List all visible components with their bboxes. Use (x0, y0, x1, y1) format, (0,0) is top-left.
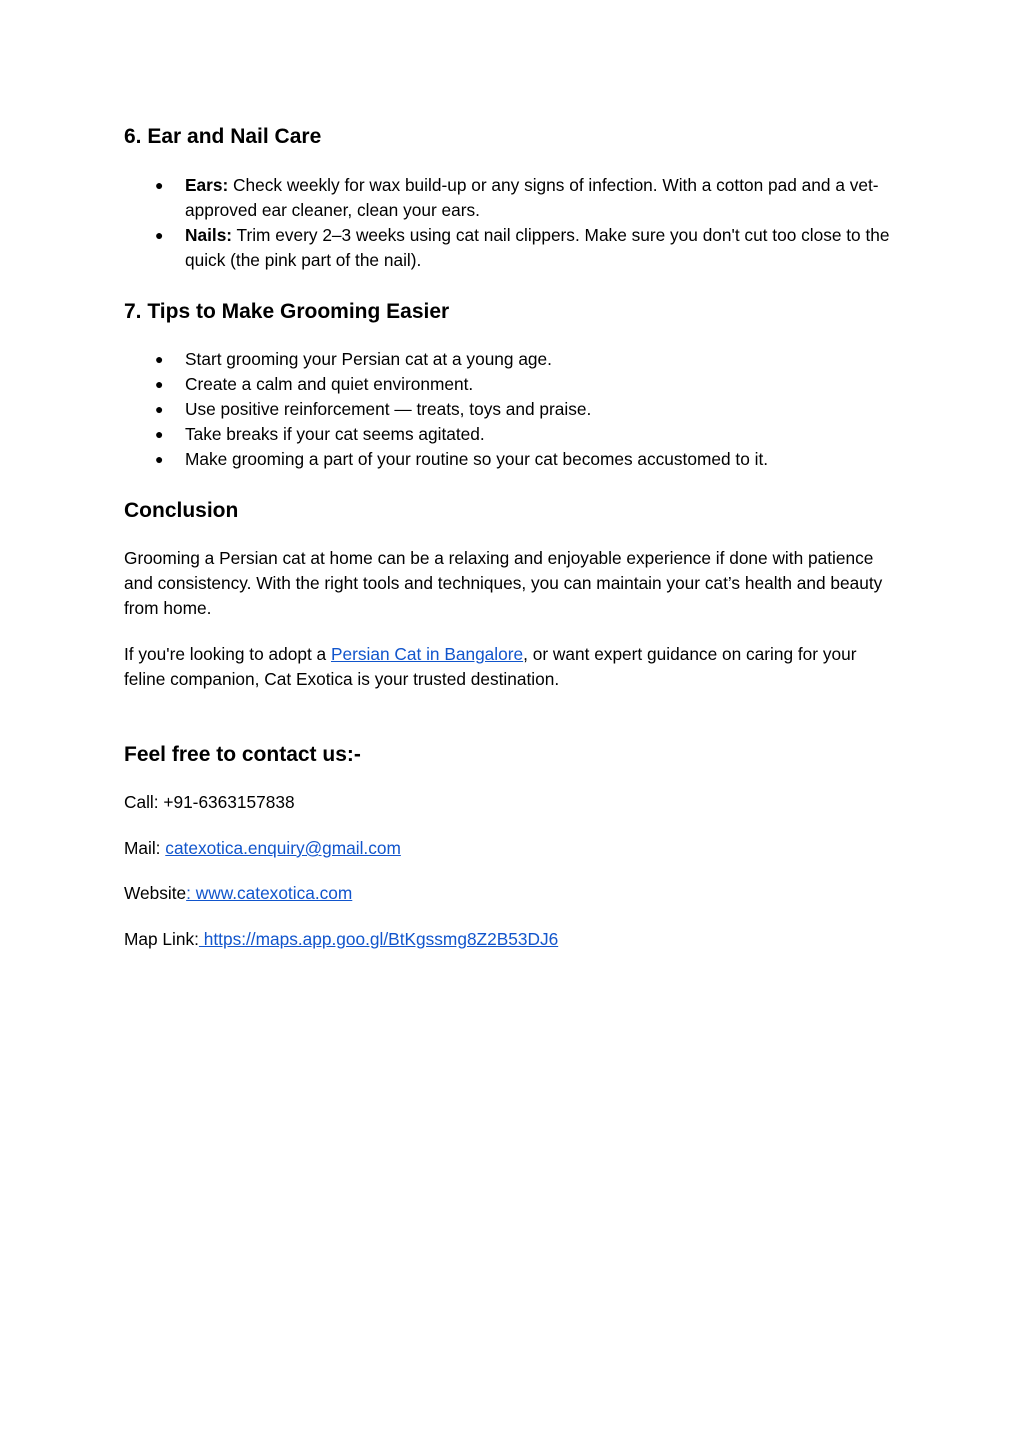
bullet-icon: ● (155, 227, 164, 243)
adopt-text-before: If you're looking to adopt a (124, 644, 331, 664)
list-item-text: Create a calm and quiet environment. (185, 374, 474, 394)
bullet-icon: ● (155, 351, 164, 367)
persian-cat-bangalore-link[interactable]: Persian Cat in Bangalore (330, 644, 524, 664)
ear-nail-list (124, 173, 900, 273)
list-item (124, 397, 900, 422)
list-item-text: Check weekly for wax build-up or any signs of infection. With a cotton pad and a vet-approved ear cleaner, clean your ears. (185, 175, 879, 220)
tips-list (124, 347, 900, 472)
list-item (124, 447, 900, 472)
list-item-text: Trim every 2–3 weeks using cat nail clippers. Make sure you don't cut too close to the quick (the pink part of the nail). (185, 225, 890, 270)
contact-website (124, 881, 352, 906)
email-link[interactable]: catexotica.enquiry@gmail.com (165, 838, 401, 858)
list-item-text: Make grooming a part of your routine so your cat becomes accustomed to it. (185, 449, 769, 469)
map-link[interactable]: https://maps.app.goo.gl/BtKgssmg8Z2B53DJ6 (198, 929, 559, 949)
bullet-icon: ● (155, 426, 164, 442)
list-item (124, 173, 900, 223)
adopt-paragraph (124, 642, 900, 692)
section-heading-ear-nail-care: 6. Ear and Nail Care (124, 125, 322, 148)
contact-mail (124, 836, 401, 861)
map-label: Map Link: (124, 929, 199, 949)
section-heading-tips: 7. Tips to Make Grooming Easier (124, 300, 450, 323)
adopt-text-after: , or want expert guidance on caring for your feline companion, Cat Exotica is your trusted destination. (124, 644, 857, 689)
bullet-icon: ● (155, 451, 164, 467)
list-item (124, 372, 900, 397)
bullet-icon: ● (155, 177, 164, 193)
list-item-label: Nails: (185, 225, 233, 245)
list-item-label: Ears: (185, 175, 229, 195)
website-label: Website (124, 883, 187, 903)
list-item-text: Start grooming your Persian cat at a young age. (185, 349, 552, 369)
contact-map (124, 927, 558, 952)
list-item (124, 347, 900, 372)
website-link[interactable]: : www.catexotica.com (186, 883, 353, 903)
section-heading-conclusion: Conclusion (124, 499, 239, 522)
list-item-text: Use positive reinforcement — treats, toys and praise. (185, 399, 592, 419)
conclusion-paragraph: Grooming a Persian cat at home can be a relaxing and enjoyable experience if done with patience and consistency. With the right tools and techniques, you can maintain your cat’s health and beauty from home. (124, 548, 883, 618)
bullet-icon: ● (155, 401, 164, 417)
section-heading-contact: Feel free to contact us:- (124, 743, 361, 766)
contact-call: Call: +91-6363157838 (124, 792, 295, 812)
list-item-text: Take breaks if your cat seems agitated. (185, 424, 485, 444)
mail-label: Mail: (124, 838, 166, 858)
bullet-icon: ● (155, 376, 164, 392)
list-item (124, 223, 900, 273)
list-item (124, 422, 900, 447)
